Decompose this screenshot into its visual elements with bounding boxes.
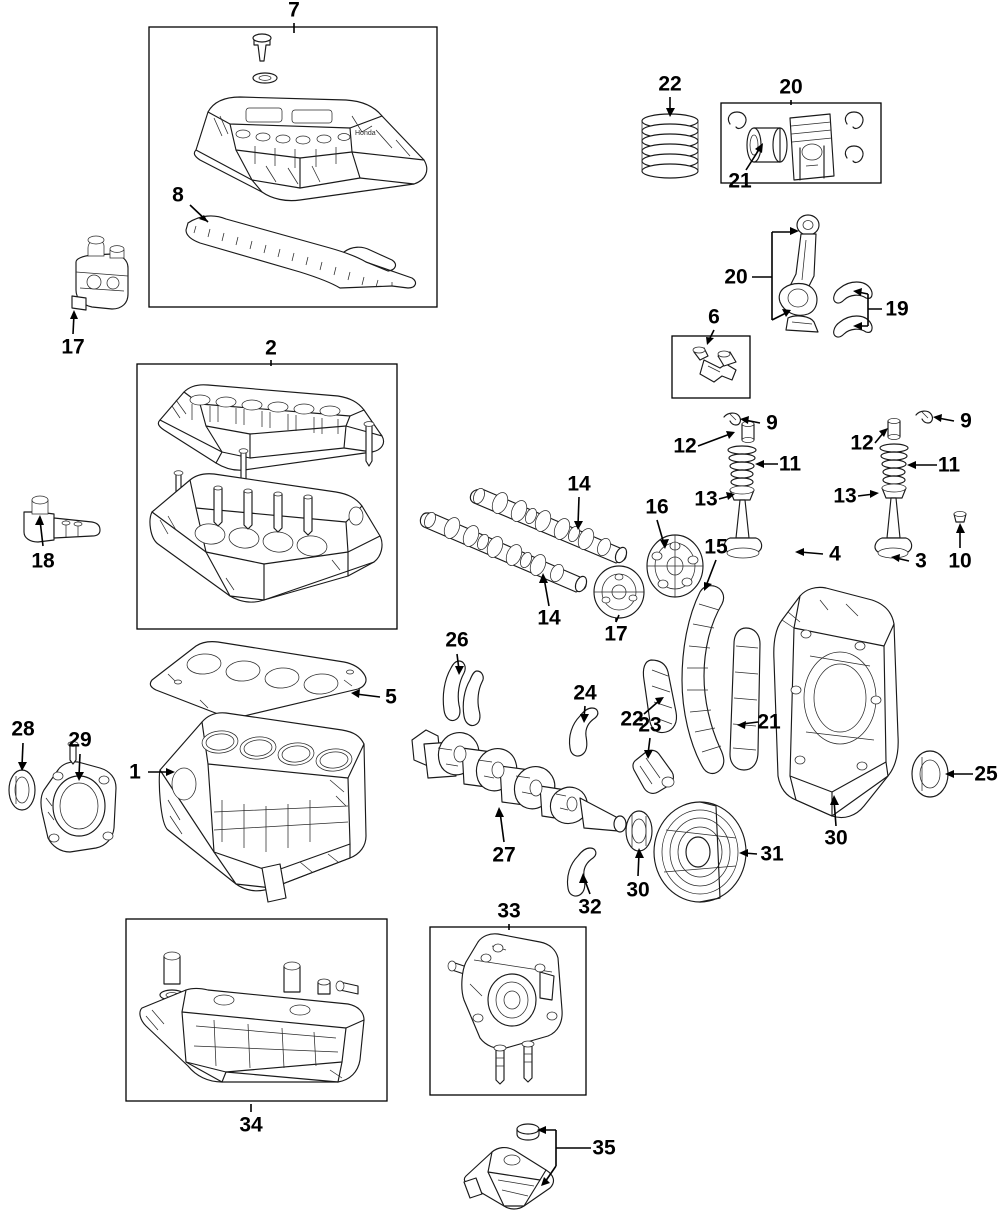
part-chain-tensioner-arm bbox=[730, 628, 760, 770]
callout-14-bottom: 14 bbox=[537, 606, 561, 630]
part-piston-ring-set bbox=[642, 114, 698, 178]
part-oil-pump-assembly bbox=[448, 934, 562, 1084]
part-connecting-rod-bearing-upper bbox=[834, 282, 872, 303]
callout-6: 6 bbox=[708, 305, 720, 329]
callout-9-right: 9 bbox=[960, 409, 972, 433]
part-camshaft-sprocket-exhaust bbox=[594, 566, 644, 618]
part-cylinder-head-gasket bbox=[150, 642, 366, 718]
callout-27: 22 bbox=[658, 72, 682, 96]
part-camshaft-sprocket-vtc bbox=[647, 535, 703, 597]
part-vtc-oil-control-valve bbox=[72, 236, 128, 310]
part-cylinder-head-cover bbox=[186, 34, 427, 288]
part-cylinder-block bbox=[159, 713, 366, 902]
callout-22: 18 bbox=[31, 549, 55, 573]
callout-17-right: 21 bbox=[757, 710, 781, 734]
callout-28: 27 bbox=[492, 843, 516, 867]
part-crankshaft-pulley bbox=[654, 802, 746, 902]
callout-12-left: 11 bbox=[778, 452, 802, 476]
callout-34: 29 bbox=[68, 728, 92, 752]
part-oil-seal-rear bbox=[9, 770, 35, 810]
part-thrust-washer bbox=[443, 661, 483, 726]
part-timing-chain-cover bbox=[774, 587, 898, 817]
callout-30-top: 24 bbox=[573, 681, 597, 705]
part-oil-jet-assembly bbox=[693, 347, 736, 382]
part-camshaft-position-sensor bbox=[24, 496, 100, 542]
callout-9-left: 9 bbox=[766, 411, 778, 435]
part-crankshaft bbox=[412, 730, 652, 851]
callout-5: 5 bbox=[385, 685, 397, 709]
callout-33: 28 bbox=[11, 717, 35, 741]
callout-11-right: 13 bbox=[833, 484, 857, 508]
callout-3: 3 bbox=[915, 549, 927, 573]
callout-1: 1 bbox=[129, 760, 141, 784]
part-main-bearing-lower bbox=[567, 848, 595, 896]
part-timing-chain bbox=[682, 586, 724, 774]
part-crank-position-sensor bbox=[633, 750, 674, 793]
callout-24: 20 bbox=[724, 265, 748, 289]
callout-13-right: 12 bbox=[850, 431, 874, 455]
callout-23: 19 bbox=[885, 297, 909, 321]
callout-8: 8 bbox=[172, 183, 184, 207]
callout-18: 23 bbox=[638, 713, 662, 737]
callout-20-bottom: 17 bbox=[604, 622, 628, 646]
callout-35: 34 bbox=[239, 1113, 263, 1137]
callout-31: 26 bbox=[445, 628, 469, 652]
callout-36: 33 bbox=[497, 899, 521, 923]
callout-19: 15 bbox=[704, 535, 728, 559]
callout-15: 30 bbox=[626, 878, 650, 902]
callout-25: 20 bbox=[779, 75, 803, 99]
callout-16: 30 bbox=[824, 826, 848, 850]
callout-12-right: 11 bbox=[937, 453, 961, 477]
part-oil-pump-pickup-strainer bbox=[464, 1124, 553, 1209]
svg-text:Honda: Honda bbox=[355, 130, 376, 137]
callout-14-top: 14 bbox=[567, 472, 591, 496]
part-oil-pan bbox=[140, 952, 364, 1082]
callout-37: 35 bbox=[592, 1136, 616, 1160]
callout-17-left: 22 bbox=[620, 707, 644, 731]
callout-13-left: 12 bbox=[673, 434, 697, 458]
callout-4: 4 bbox=[829, 542, 841, 566]
callout-26: 21 bbox=[728, 169, 752, 193]
callout-11-left: 13 bbox=[694, 487, 718, 511]
callout-21: 17 bbox=[61, 335, 85, 359]
callout-20-top: 16 bbox=[645, 495, 669, 519]
callout-30-bottom: 32 bbox=[578, 895, 602, 919]
part-cylinder-head-assembly bbox=[150, 385, 384, 602]
callout-7: 7 bbox=[288, 0, 300, 22]
part-crankshaft-oil-seal bbox=[912, 751, 948, 797]
part-valve-assembly-exhaust bbox=[875, 411, 966, 558]
callout-2: 2 bbox=[265, 336, 277, 360]
callout-10: 10 bbox=[948, 549, 972, 573]
part-rear-oil-seal-housing bbox=[41, 742, 116, 852]
callout-32: 31 bbox=[760, 842, 784, 866]
callout-29: 25 bbox=[974, 762, 998, 786]
